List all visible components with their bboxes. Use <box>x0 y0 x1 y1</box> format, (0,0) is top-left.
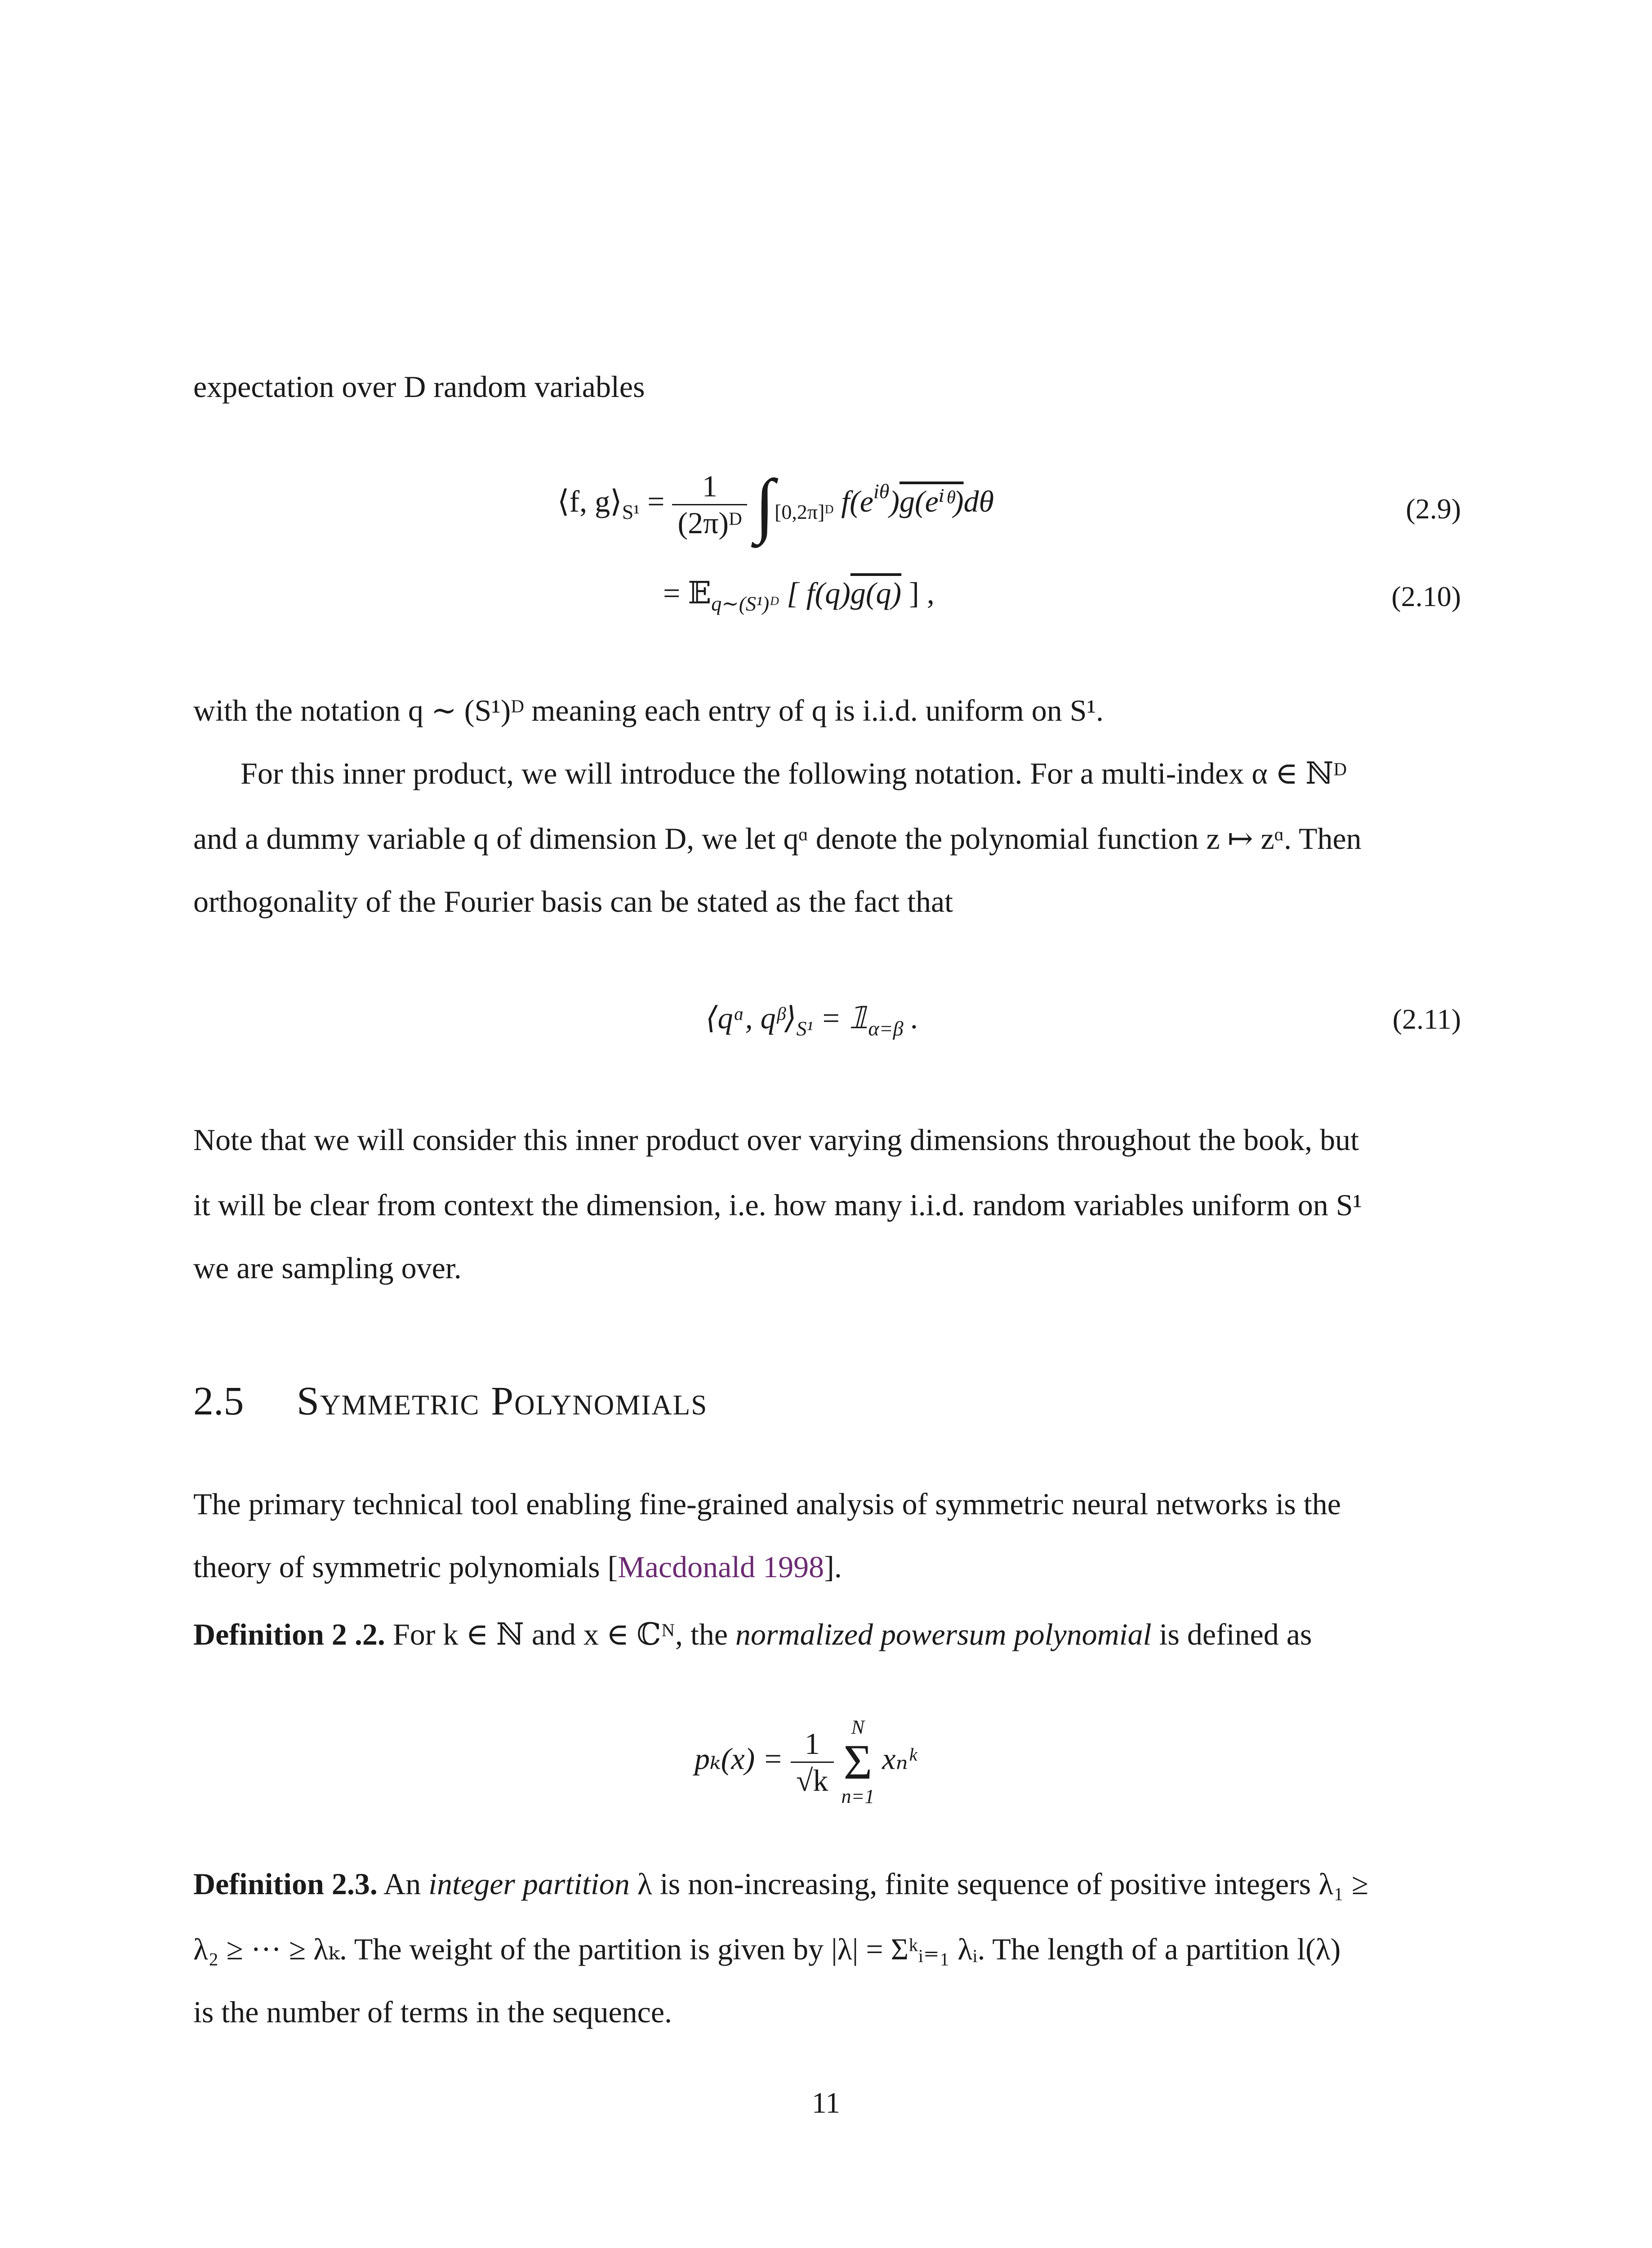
pk-sum-symbol: Σ <box>843 1735 873 1789</box>
equation-2-10 <box>663 575 935 616</box>
citation-prefix: theory of symmetric polynomials [ <box>193 1550 618 1584</box>
paragraph-primary-tool-line-1: The primary technical tool enabling fine-grained analysis of symmetric neural networks is the <box>193 1487 1341 1521</box>
eq211-end: . <box>903 1001 919 1035</box>
paragraph-inner-product-line-2: and a dummy variable q of dimension D, we let qᵅ denote the polynomial function z ↦ zᵅ. Then <box>193 821 1362 856</box>
eq210-lhs: = 𝔼 <box>663 576 712 610</box>
definition-2-3-label: Definition 2.3. <box>193 1867 378 1901</box>
eq211-lhs: ⟨qᵅ, qᵝ⟩ <box>706 1001 797 1035</box>
paragraph-inner-product-line-3: orthogonality of the Fourier basis can be stated as the fact that <box>193 884 953 919</box>
definition-2-3-text-a: An <box>377 1867 429 1901</box>
eq29-lhs: ⟨f, g⟩ <box>557 484 622 519</box>
eq211-rhs: = 𝟙 <box>813 1001 868 1035</box>
paragraph-inner-product-line-1: For this inner product, we will introduce the following notation. For a multi-index α ∈ ℕᴰ <box>240 756 1347 790</box>
pk-frac-den: √k <box>796 1763 828 1798</box>
equation-number-2-11: (2.11) <box>1392 1003 1461 1035</box>
definition-2-2-term: normalized powersum polynomial <box>735 1617 1152 1651</box>
eq29-lhs-sub: S¹ <box>622 500 640 524</box>
paragraph-notation: with the notation q ∼ (S¹)ᴰ meaning each entry of q is i.i.d. uniform on S¹. <box>193 693 1104 727</box>
definition-2-3-line-1 <box>193 1866 1461 1903</box>
equation-2-11 <box>706 1000 919 1040</box>
definition-2-3-line-2: λ₂ ≥ ··· ≥ λₖ. The weight of the partition is given by |λ| = Σᵏᵢ₌₁ λᵢ. The length of a partition l(λ) <box>193 1932 1341 1966</box>
definition-2-3-line-3: is the number of terms in the sequence. <box>193 1995 672 2029</box>
section-number: 2.5 <box>193 1379 244 1423</box>
definition-2-2-label: Definition 2 .2. <box>193 1617 385 1651</box>
paragraph-primary-tool-line-2 <box>193 1549 1461 1586</box>
pk-term: xₙᵏ <box>882 1741 917 1776</box>
pk-sum-top: N <box>851 1716 865 1738</box>
paragraph-note-line-3: we are sampling over. <box>193 1251 462 1285</box>
pk-sum-bottom: n=1 <box>841 1785 875 1807</box>
eq29-frac-num: 1 <box>672 468 747 505</box>
eq210-body-a: [ f(q) <box>787 576 850 610</box>
eq29-body-c: dθ <box>963 484 994 519</box>
eq29-body-a: f(e <box>841 484 873 519</box>
eq29-body-bar: g(eⁱᶿ) <box>899 484 964 519</box>
eq29-equals: = <box>647 484 665 519</box>
eq29-frac-den: (2π)ᴰ <box>677 506 742 540</box>
citation-link-macdonald[interactable]: Macdonald 1998 <box>618 1550 824 1584</box>
definition-2-2-text-b: is defined as <box>1151 1617 1312 1651</box>
pk-frac-num: 1 <box>791 1726 833 1763</box>
paragraph-note-line-2: it will be clear from context the dimension, i.e. how many i.i.d. random variables uniform on S¹ <box>193 1188 1363 1222</box>
eq210-body-bar: g(q) <box>850 576 902 610</box>
section-heading <box>193 1378 708 1424</box>
definition-2-2 <box>193 1616 1461 1653</box>
eq210-body-b: ] , <box>901 576 935 610</box>
eq211-rhs-sub: α=β <box>868 1017 904 1040</box>
pk-sum-block <box>842 1717 875 1806</box>
eq29-int-sub: [0,2π]ᴰ <box>775 500 834 524</box>
page-number: 11 <box>811 2087 841 2119</box>
definition-2-3-text-b: λ is non-increasing, finite sequence of positive integers λ₁ ≥ <box>629 1867 1369 1901</box>
pk-fraction <box>791 1726 833 1798</box>
paragraph-note-line-1: Note that we will consider this inner product over varying dimensions throughout the book, but <box>193 1123 1359 1157</box>
pk-lhs: pₖ(x) = <box>695 1741 784 1776</box>
eq210-sub: q∼(S¹)ᴰ <box>711 592 779 615</box>
eq29-fraction <box>672 468 747 541</box>
paragraph-intro: expectation over D random variables <box>193 370 645 404</box>
citation-suffix: ]. <box>824 1550 842 1584</box>
eq211-sub: S¹ <box>796 1017 813 1040</box>
eq29-body-a-sup: iθ <box>873 480 890 503</box>
equation-powersum <box>695 1717 917 1806</box>
definition-2-3-term: integer partition <box>428 1867 630 1901</box>
equation-number-2-10: (2.10) <box>1391 580 1461 612</box>
section-title: Symmetric Polynomials <box>297 1379 708 1423</box>
equation-number-2-9: (2.9) <box>1406 493 1461 525</box>
definition-2-2-text-a: For k ∈ ℕ and x ∈ ℂᴺ, the <box>385 1617 736 1651</box>
eq29-integral: ∫ <box>755 464 775 544</box>
eq29-body-b: ) <box>889 484 900 519</box>
equation-2-9 <box>557 463 994 546</box>
